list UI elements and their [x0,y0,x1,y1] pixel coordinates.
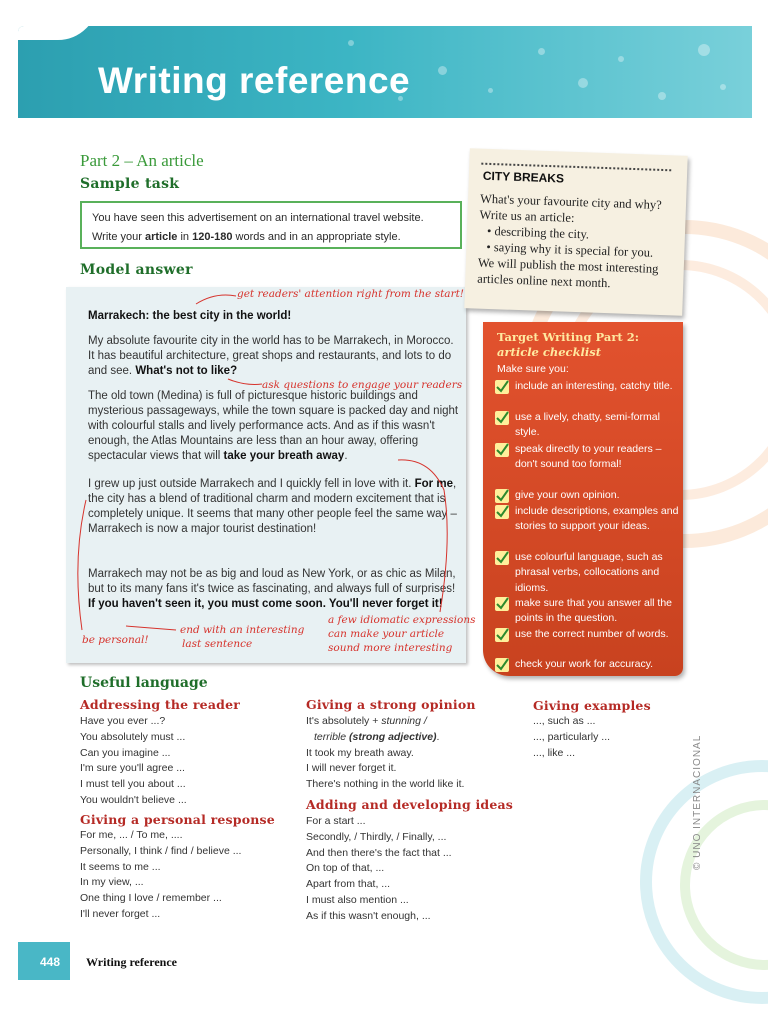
phrase-item: And then there's the fact that ... [306,846,452,859]
part-title: Part 2 – An article [80,151,204,170]
phrase-item: I must also mention ... [306,893,409,906]
task-text: in [177,231,193,243]
checklist-item [495,504,681,535]
personal-list [80,828,241,923]
card-line: What's your favourite city and why? [479,191,662,212]
phrase-text: . [436,730,440,743]
article-paragraph-1 [88,334,460,379]
phrase-item: Apart from that, ... [306,878,391,891]
phrase-item: On top of that, ... [306,862,385,875]
paragraph-emphasis: take your breath away [223,450,345,462]
phrase-item: Have you ever ...? [80,715,166,727]
phrase-bold-italic: (strong adjective) [349,730,437,743]
bubble-decoration [438,66,447,75]
checklist-item [495,488,681,503]
checklist-item [495,596,681,627]
article-paragraph-4 [88,567,460,612]
phrase-item: ..., particularly ... [533,730,611,743]
bubble-decoration [578,78,588,88]
checkmark-icon [495,658,509,672]
paragraph-text: My absolute favourite city in the world has to be Marrakech, in Morocco. It has beautiful architecture, great shops and restaurants, and lots to do and see. [88,335,454,377]
adding-ideas-list [306,814,452,925]
strong-opinion-list [306,714,464,793]
paragraph-emphasis: What's not to like? [135,365,238,377]
checklist-item-text: speak directly to your readers – don't sound too formal! [515,443,662,471]
sample-task-box [80,201,462,249]
bubble-decoration [348,40,354,46]
checkmark-icon [495,489,509,503]
checklist-item [495,379,681,394]
card-bullet: • describing the city. [486,223,590,242]
annotation-note: end with an interesting [180,624,305,636]
phrase-text: It's absolutely + [306,715,382,727]
checklist-item [495,410,681,441]
checklist-item-text: give your own opinion. [515,489,620,501]
phrase-item [306,714,464,730]
bubble-decoration [618,56,624,62]
phrase-item: As if this wasn't enough, ... [306,909,431,922]
card-line: articles online next month. [477,271,611,291]
task-line-1: You have seen this advertisement on an international travel website. [92,212,424,224]
paragraph-emphasis: For me [414,478,453,490]
page-number: 448 [40,955,61,969]
checklist-item-text: use colourful language, such as phrasal verbs, collocations and idioms. [515,551,663,594]
card-bullet: • saying why it is special for you. [486,239,654,260]
examples-heading: Giving examples [533,698,651,713]
annotation-note: sound more interesting [328,642,453,654]
phrase-item: Secondly, / Thirdly, / Finally, ... [306,830,447,843]
checklist-item-text: use the correct number of words. [515,628,669,640]
paragraph-text: Marrakech may not be as big and loud as New York, or as chic as Milan, but to its many fans it's twice as fascinating, and always full of surprises! [88,568,456,595]
checklist-item [495,627,681,642]
phrase-item: I'll never forget ... [80,907,161,920]
checkmark-icon [495,411,509,425]
checkmark-icon [495,551,509,565]
phrase-item: It took my breath away. [306,746,414,759]
checklist-item [495,442,681,473]
paragraph-text: , the city has a blend of traditional charm and modern excitement that is completely unique. It seems that many other people feel the same way – Marrakech is now a major tourist destination! [88,478,457,535]
checklist-item [495,657,681,672]
checklist-subtitle: article checklist [497,345,602,359]
phrase-item: ..., such as ... [533,715,596,727]
copyright-text: © UNO INTERNACIONAL [692,734,703,870]
annotation-note: can make your article [328,628,445,640]
checklist-item [495,550,681,596]
model-answer-heading: Model answer [80,262,193,278]
paragraph-text: The old town (Medina) is full of picturesque historic buildings and mysterious passageways, while the town square is packed day and night with colourful stalls and lively performance acts. And as if this wasn't enough, the Atlas Mountains are less than an hour away, offering spectacular views that will [88,390,459,462]
checklist-item-text: make sure that you answer all the points in the question. [515,597,672,625]
footer-label: Writing reference [86,955,177,969]
phrase-item: There's nothing in the world like it. [306,778,465,791]
phrase-italic: terrible [314,730,350,743]
task-emphasis: article [144,231,178,243]
strong-items [306,746,464,793]
phrase-item: It seems to me ... [80,860,161,873]
annotation-note: get readers' attention right from the start! [237,288,465,300]
addressing-heading: Addressing the reader [80,697,241,712]
writing-checklist [483,322,683,676]
bubble-decoration [698,44,710,56]
checkmark-icon [495,380,509,394]
card-line: We will publish the most interesting [477,255,659,276]
phrase-item: You absolutely must ... [80,730,186,743]
checklist-intro: Make sure you: [497,363,569,375]
phrase-item: I'm sure you'll agree ... [80,762,185,775]
phrase-item: One thing I love / remember ... [80,892,222,905]
card-line: Write us an article: [479,207,575,225]
phrase-item: In my view, ... [80,876,144,889]
task-line-2 [92,228,450,247]
phrase-item: You wouldn't believe ... [80,793,187,806]
phrase-item: I must tell you about ... [80,778,186,791]
task-emphasis: 120-180 [192,231,233,243]
task-text: words and in an appropriate style. [232,231,401,243]
banner-notch [18,26,98,40]
bubble-decoration [538,48,545,55]
phrase-item: For a start ... [306,815,366,827]
article-paragraph-3 [88,477,460,537]
phrase-item [306,730,464,746]
paragraph-text: . [344,450,348,462]
task-text: Write your [92,231,145,243]
phrase-item: Personally, I think / find / believe ... [80,844,242,857]
addressing-list [80,714,187,809]
checkmark-icon [495,443,509,457]
checklist-title: Target Writing Part 2: [497,330,639,344]
adding-ideas-heading: Adding and developing ideas [306,797,514,812]
paragraph-emphasis: If you haven't seen it, you must come soon. You'll never forget it! [88,598,443,610]
bubble-decoration [488,88,493,93]
personal-heading: Giving a personal response [80,812,275,827]
annotation-note: last sentence [182,638,253,650]
city-breaks-title: CITY BREAKS [482,168,565,186]
bubble-decoration [658,92,666,100]
phrase-item: Can you imagine ... [80,746,171,759]
checklist-item-text: include an interesting, catchy title. [515,380,673,392]
page-title: Writing reference [98,60,411,101]
phrase-item: ..., like ... [533,746,576,759]
checkmark-icon [495,505,509,519]
paragraph-text: I grew up just outside Marrakech and I quickly fell in love with it. [88,478,415,490]
checklist-item-text: check your work for accuracy. [515,658,654,670]
article-paragraph-2 [88,389,460,464]
annotation-note: ask questions to engage your readers [262,379,463,391]
city-breaks-card [464,148,687,316]
sample-task-heading: Sample task [80,176,180,192]
article-title: Marrakech: the best city in the world! [88,310,292,322]
annotation-note: a few idiomatic expressions [328,614,476,626]
useful-language-heading: Useful language [80,675,208,691]
checklist-item-text: include descriptions, examples and stories to support your ideas. [515,505,679,533]
examples-list [533,714,610,761]
phrase-item: For me, ... / To me, .... [80,829,183,841]
annotation-note: be personal! [82,634,149,646]
bubble-decoration [720,84,726,90]
strong-opinion-heading: Giving a strong opinion [306,697,476,712]
phrase-italic: stunning / [381,715,427,727]
city-breaks-text [477,191,680,294]
checkmark-icon [495,597,509,611]
phrase-item: I will never forget it. [306,762,397,775]
checklist-item-text: use a lively, chatty, semi-formal style. [515,411,660,439]
page-banner [18,26,752,118]
checkmark-icon [495,628,509,642]
